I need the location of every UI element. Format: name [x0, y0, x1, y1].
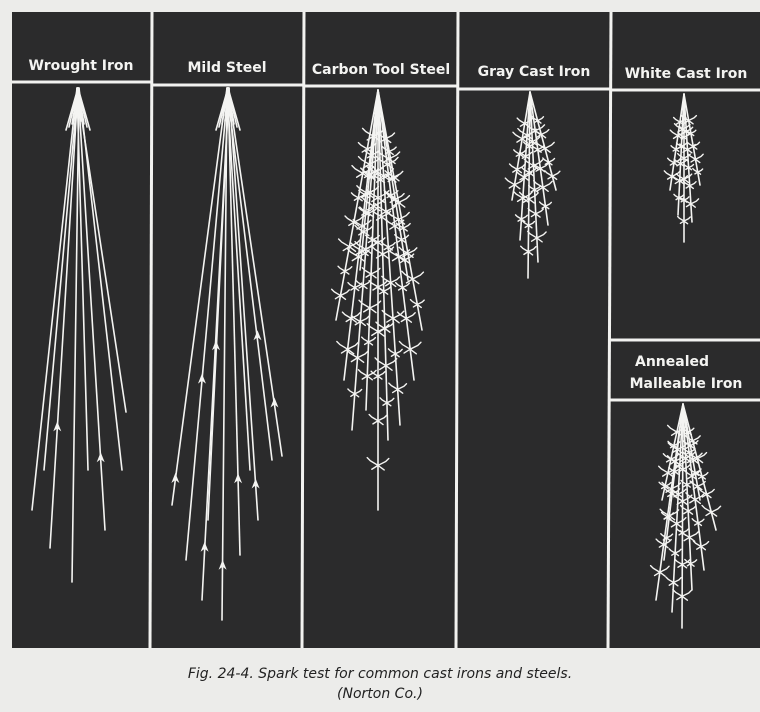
- divider-3: [456, 12, 458, 648]
- panel-title-wrought-iron: Wrought Iron: [28, 58, 134, 74]
- panel-title-mild-steel: Mild Steel: [187, 60, 267, 76]
- spark-streak: [682, 404, 683, 628]
- caption-line-1: Fig. 24-4. Spark test for common cast irons and steels.: [187, 666, 573, 682]
- figure-caption: [0, 664, 760, 704]
- panel-title-annealed: Annealed: [634, 354, 710, 370]
- panel-title-gray-cast-iron: Gray Cast Iron: [477, 64, 591, 80]
- panel-title-carbon-tool-steel: Carbon Tool Steel: [311, 62, 451, 78]
- divider-2: [302, 12, 304, 648]
- caption-line-2: (Norton Co.): [337, 686, 423, 702]
- panel-title-malleable-iron: Malleable Iron: [629, 376, 743, 392]
- divider-1: [150, 12, 152, 648]
- panel-title-white-cast-iron: White Cast Iron: [624, 66, 748, 82]
